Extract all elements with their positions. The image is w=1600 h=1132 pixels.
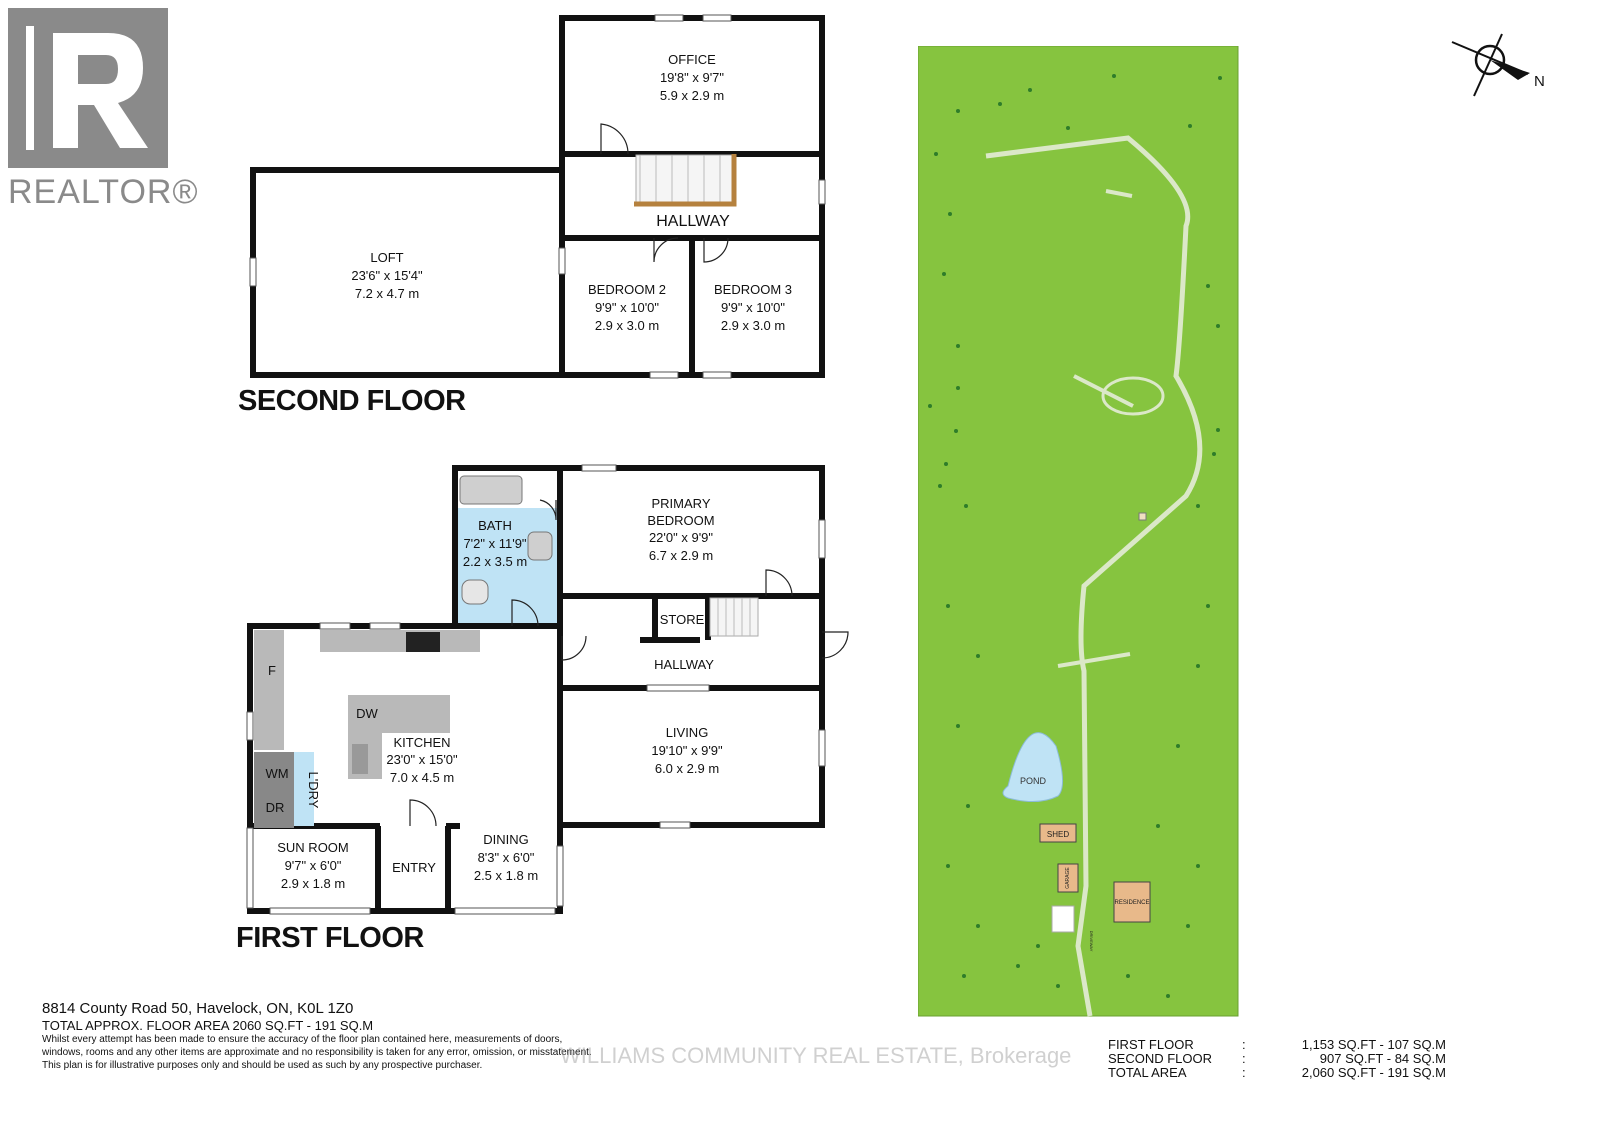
loft-metric: 7.2 x 4.7 m: [354, 286, 420, 301]
sun-room-metric: 2.9 x 1.8 m: [280, 876, 346, 891]
pond-label: POND: [1019, 776, 1047, 786]
bath-metric: 2.2 x 3.5 m: [462, 554, 528, 569]
living-label: LIVING: [665, 725, 709, 740]
cooktop-icon: [406, 632, 440, 652]
driveway-label: DRIVEWAY: [1089, 930, 1094, 952]
bath-imperial: 7'2" x 11'9": [463, 536, 527, 551]
disclaimer-line-3: This plan is for illustrative purposes only and should be used as such by any prospective purchaser.: [42, 1060, 483, 1071]
toilet-icon: [462, 580, 488, 604]
summary-second-label: SECOND FLOOR: [1108, 1051, 1213, 1066]
total-floor-area: TOTAL APPROX. FLOOR AREA 2060 SQ.FT - 191 SQ.M: [42, 1018, 374, 1033]
summary-first-value: 1,153 SQ.FT - 107 SQ.M: [1301, 1037, 1446, 1052]
office-metric: 5.9 x 2.9 m: [659, 88, 725, 103]
parking-pad: [1052, 906, 1074, 932]
floor-plan: [0, 0, 880, 960]
lower-hallway-label: HALLWAY: [654, 657, 714, 672]
summary-second-value: 907 SQ.FT - 84 SQ.M: [1319, 1051, 1446, 1066]
summary-first-label: FIRST FLOOR: [1108, 1037, 1194, 1052]
bedroom2-imperial: 9'9" x 10'0": [594, 300, 660, 315]
kitchen-label: KITCHEN: [393, 735, 451, 750]
store-label: STORE: [659, 612, 705, 627]
bedroom2-metric: 2.9 x 3.0 m: [594, 318, 660, 333]
kitchen-metric: 7.0 x 4.5 m: [389, 770, 455, 785]
windows: [247, 15, 825, 914]
laundry-label: L'DRY: [306, 771, 321, 809]
sun-room-label: SUN ROOM: [277, 840, 349, 855]
office-label: OFFICE: [668, 52, 716, 67]
bathtub-icon: [460, 476, 522, 504]
summary-total-sep: :: [1242, 1065, 1246, 1080]
living-metric: 6.0 x 2.9 m: [654, 761, 720, 776]
kitchen-imperial: 23'0" x 15'0": [386, 752, 458, 767]
sink-icon: [528, 532, 552, 560]
entry-label: ENTRY: [392, 860, 436, 875]
bedroom2-label: BEDROOM 2: [587, 282, 667, 297]
dining-imperial: 8'3" x 6'0": [477, 850, 535, 865]
dining-label: DINING: [483, 832, 529, 847]
stairs-second-floor: [634, 154, 734, 205]
upper-hallway-label: HALLWAY: [656, 213, 730, 230]
loft-label: LOFT: [370, 250, 404, 265]
summary-second-sep: :: [1242, 1051, 1246, 1066]
kitchen-sink-icon: [352, 744, 368, 774]
shed-label: SHED: [1046, 830, 1070, 839]
marker-icon: [1139, 513, 1146, 520]
fridge-label: F: [268, 663, 276, 678]
dishwasher-label: DW: [356, 706, 378, 721]
brokerage-watermark: WILLIAMS COMMUNITY REAL ESTATE, Brokerage: [560, 1043, 1072, 1068]
residence-label: RESIDENCE: [1114, 900, 1150, 906]
summary-total-label: TOTAL AREA: [1108, 1065, 1187, 1080]
loft-imperial: 23'6" x 15'4": [351, 268, 423, 283]
dining-metric: 2.5 x 1.8 m: [473, 868, 539, 883]
primary-bedroom-label-1: PRIMARY: [651, 496, 711, 511]
laundry-appliances: [254, 752, 294, 828]
site-plan: [918, 46, 1240, 1018]
bedroom3-label: BEDROOM 3: [713, 282, 793, 297]
summary-first-sep: :: [1242, 1037, 1246, 1052]
door-swings: [410, 124, 848, 826]
dryer-label: DR: [265, 800, 285, 815]
office-imperial: 19'8" x 9'7": [659, 70, 725, 85]
primary-bedroom-imperial: 22'0" x 9'9": [648, 530, 714, 545]
property-address: 8814 County Road 50, Havelock, ON, K0L 1Z0: [42, 1000, 354, 1017]
realtor-wordmark: REALTOR®: [8, 173, 199, 211]
bath-label: BATH: [478, 518, 512, 533]
garage-label: GARAGE: [1065, 867, 1071, 889]
bedroom3-metric: 2.9 x 3.0 m: [720, 318, 786, 333]
primary-bedroom-label-2: BEDROOM: [647, 513, 715, 528]
living-imperial: 19'10" x 9'9": [651, 743, 723, 758]
stairs-first-floor: [710, 598, 758, 636]
second-floor-title: SECOND FLOOR: [238, 385, 466, 417]
north-compass-icon: [1440, 28, 1560, 108]
summary-total-value: 2,060 SQ.FT - 191 SQ.M: [1301, 1065, 1446, 1080]
disclaimer-line-2: windows, rooms and any other items are approximate and no responsibility is taken for any error, omission, or misstatement.: [42, 1047, 592, 1058]
first-floor-title: FIRST FLOOR: [236, 922, 424, 954]
kitchen-counters: [254, 630, 480, 828]
disclaimer-line-1: Whilst every attempt has been made to ensure the accuracy of the floor plan contained here, measurements of doors,: [42, 1034, 563, 1045]
compass-north-label: N: [1534, 73, 1545, 90]
primary-bedroom-metric: 6.7 x 2.9 m: [648, 548, 714, 563]
bedroom3-imperial: 9'9" x 10'0": [720, 300, 786, 315]
washer-label: WM: [265, 766, 289, 781]
sun-room-imperial: 9'7" x 6'0": [284, 858, 342, 873]
